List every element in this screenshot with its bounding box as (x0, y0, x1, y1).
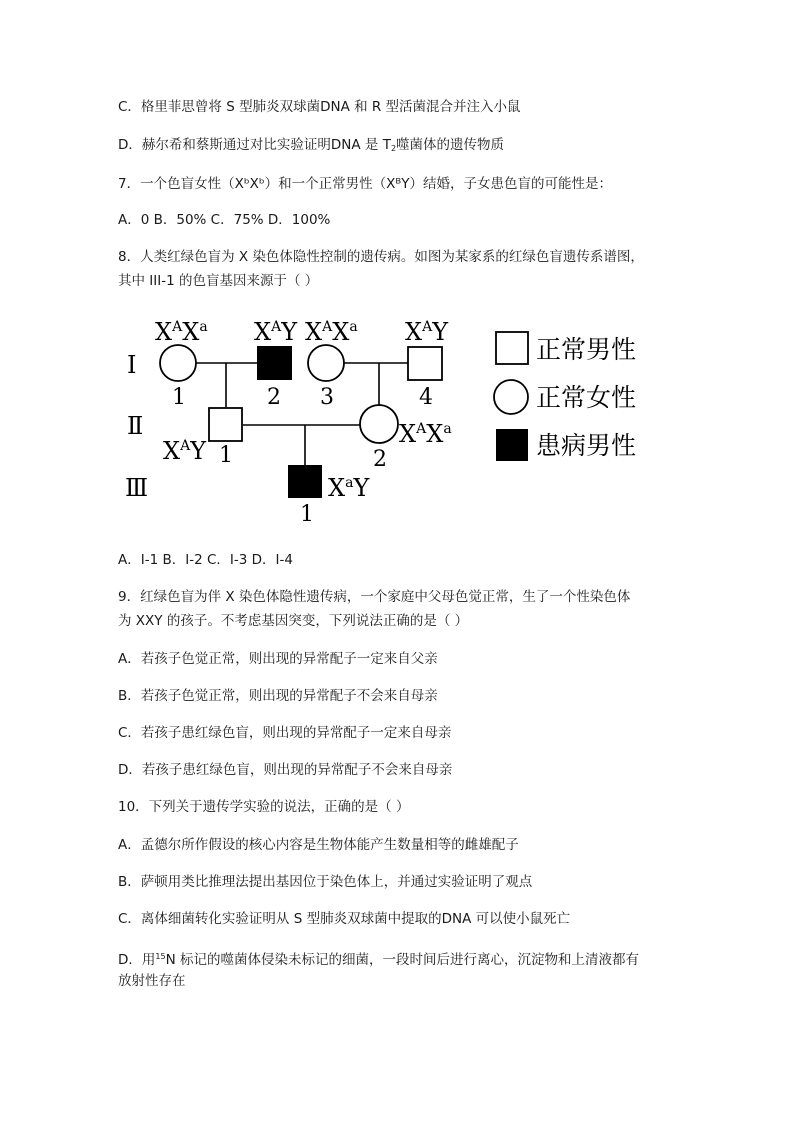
number-ii2: 2 (373, 447, 387, 472)
legend-affected-male-label: 患病男性 (536, 431, 637, 460)
q10-option-d-line1 (118, 947, 639, 970)
q6-option-d-post: 噬菌体的遗传物质 (396, 137, 505, 153)
genotype-iii1: $X^aY$ (328, 474, 370, 502)
legend-normal-female-symbol (494, 380, 528, 414)
q8-stem-line1: 8．人类红绿色盲为 X 染色体隐性控制的遗传病。如图为某家系的红绿色盲遗传系谱图， (118, 249, 644, 265)
q9-stem-line1: 9．红绿色盲为伴 X 染色体隐性遗传病，一个家庭中父母色觉正常，生了一个性染色体 (118, 589, 631, 605)
individual-i3-normal-female (308, 345, 344, 381)
q6-option-d-pre: D．赫尔希和蔡斯通过对比实验证明DNA 是 T (118, 137, 391, 153)
genotype-i3: $X^AX^a$ (305, 318, 358, 346)
legend-normal-female-label: 正常女性 (536, 383, 637, 412)
q9-option-d: D．若孩子患红绿色盲，则出现的异常配子不会来自母亲 (118, 762, 453, 778)
generation-label-i: Ⅰ (127, 351, 137, 379)
individual-ii2-normal-female (360, 405, 398, 443)
legend-affected-male-symbol (496, 429, 528, 461)
q6-option-d (118, 135, 504, 159)
q10-option-d-sup: 15 (155, 952, 166, 961)
genotype-i1: $X^AX^a$ (155, 318, 208, 346)
individual-i2-affected-male (257, 346, 292, 380)
number-i4: 4 (419, 385, 433, 410)
genotype-i4: $X^AY$ (405, 318, 449, 346)
generation-label-ii: Ⅱ (127, 412, 144, 440)
q10-option-d-line2: 放射性存在 (118, 973, 186, 989)
q10-option-a: A．孟德尔所作假设的核心内容是生物体能产生数量相等的雌雄配子 (118, 837, 519, 853)
q9-option-b: B．若孩子色觉正常，则出现的异常配子不会来自母亲 (118, 688, 438, 704)
q9-option-a: A．若孩子色觉正常，则出现的异常配子一定来自父亲 (118, 651, 438, 667)
q10-option-c: C．离体细菌转化实验证明从 S 型肺炎双球菌中提取的DNA 可以使小鼠死亡 (118, 911, 571, 927)
individual-iii1-affected-male (288, 465, 322, 498)
q10-option-d-post: N 标记的噬菌体侵染未标记的细菌，一段时间后进行离心，沉淀物和上清液都有 (165, 952, 639, 968)
number-i2: 2 (267, 385, 281, 410)
number-i3: 3 (320, 385, 334, 410)
legend-normal-male-label: 正常男性 (536, 335, 637, 364)
q9-stem-line2: 为 XXY 的孩子。不考虑基因突变，下列说法正确的是（ ） (118, 613, 469, 629)
q8-options: A．Ⅰ-1 B．Ⅰ-2 C．Ⅰ-3 D．Ⅰ-4 (118, 552, 293, 568)
q8-stem-line2: 其中 III-1 的色盲基因来源于（ ） (118, 273, 319, 289)
number-iii1: 1 (300, 502, 314, 527)
number-ii1: 1 (219, 443, 233, 468)
q7-stem: 7．一个色盲女性（XᵇXᵇ）和一个正常男性（XᴮY）结婚，子女患色盲的可能性是： (118, 176, 612, 192)
generation-label-iii: Ⅲ (125, 474, 149, 502)
q10-stem: 10．下列关于遗传学实验的说法，正确的是（ ） (118, 799, 410, 815)
genotype-ii2: $X^AX^a$ (399, 420, 452, 448)
genotype-i2: $X^AY$ (254, 318, 298, 346)
q10-option-b: B．萨顿用类比推理法提出基因位于染色体上，并通过实验证明了观点 (118, 874, 533, 890)
legend-normal-male-symbol (496, 332, 528, 364)
individual-ii1-normal-male (209, 408, 242, 441)
individual-i1-normal-female (160, 345, 196, 381)
q10-option-d-pre: D．用 (118, 952, 156, 968)
pedigree-diagram (115, 306, 655, 528)
q6-option-d-sub: 2 (390, 144, 397, 153)
genotype-ii1: $X^AY$ (163, 437, 207, 465)
q7-options: A．0 B．50% C．75% D．100% (118, 212, 331, 228)
q6-option-c: C．格里菲思曾将 S 型肺炎双球菌DNA 和 R 型活菌混合并注入小鼠 (118, 99, 521, 115)
number-i1: 1 (172, 385, 186, 410)
individual-i4-normal-male (408, 347, 442, 380)
q9-option-c: C．若孩子患红绿色盲，则出现的异常配子一定来自母亲 (118, 725, 452, 741)
